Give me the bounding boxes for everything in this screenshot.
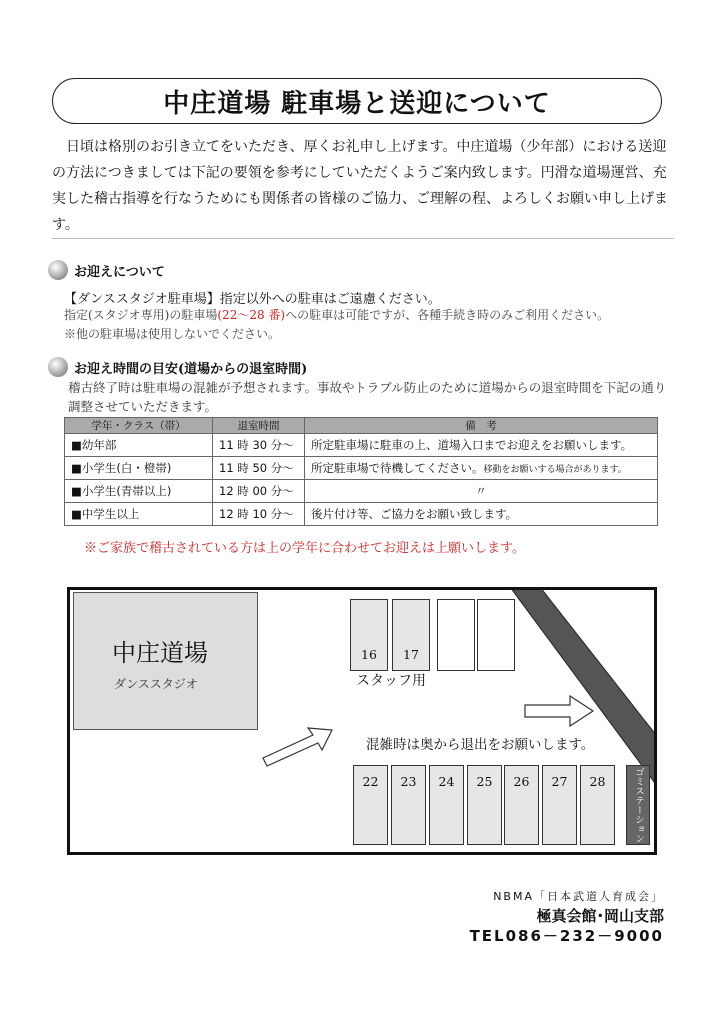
row-note: 〃 xyxy=(305,480,658,503)
org-branch: 極真会館･岡山支部 xyxy=(536,907,664,925)
exit-arrow-icon xyxy=(525,696,593,726)
parking-stall: 27 xyxy=(542,765,577,845)
parking-map xyxy=(67,587,657,855)
congestion-note: 混雑時は奥から退出をお願いします。 xyxy=(366,737,595,753)
row-time: 12 時 10 分～ xyxy=(213,503,305,526)
dojo-subtitle: ダンススタジオ xyxy=(114,677,198,691)
staff-label: スタッフ用 xyxy=(356,673,426,689)
parking-stall: 17 xyxy=(392,599,430,671)
intro-text: 日頃は格別のお引き立てをいただき、厚くお礼申し上げます。中庄道場（少年部）における送迎の方法につきましては下記の要領を参考にしていただくようご案内致します。円滑な道場運営、充実した稽古指導を行なうためにも関係者の皆様のご協力、ご理解の程、よろしくお願い申し上げます。 xyxy=(52,139,668,233)
row-note: 所定駐車場に駐車の上、道場入口までお迎えをお願いします。 xyxy=(305,434,658,457)
divider xyxy=(52,238,674,239)
row-class: ■中学生以上 xyxy=(65,503,213,526)
garbage-station: ゴミステーション xyxy=(626,765,650,845)
header-time: 退室時間 xyxy=(213,418,305,434)
dojo-building xyxy=(73,592,258,730)
row-note: 所定駐車場で待機してください。移動をお願いする場合があります。 xyxy=(305,457,658,480)
table-row xyxy=(65,503,658,526)
diagonal-road xyxy=(510,590,657,790)
section-time-text: 稽古終了時は駐車場の混雑が予想されます。事故やトラブル防止のために道場からの退室時間を下記の通り調整させていただきます。 xyxy=(68,380,667,414)
parking-stall: 22 xyxy=(353,765,388,845)
org-phone: TEL086－232－9000 xyxy=(469,927,664,945)
table-row xyxy=(65,434,658,457)
intro-paragraph xyxy=(52,134,674,238)
bullet-icon xyxy=(48,260,68,280)
parking-numbers: (22～28 番) xyxy=(217,308,286,322)
row-time: 11 時 50 分～ xyxy=(213,457,305,480)
table-header-row xyxy=(65,418,658,434)
parking-note-pre: 指定(スタジオ専用)の駐車場 xyxy=(64,308,218,322)
parking-stall: 28 xyxy=(580,765,615,845)
parking-stall: 23 xyxy=(391,765,426,845)
entry-arrow-icon xyxy=(263,728,332,766)
table-row xyxy=(65,457,658,480)
row-time: 11 時 30 分～ xyxy=(213,434,305,457)
bullet-icon xyxy=(48,357,68,377)
section-pickup-heading xyxy=(48,260,165,280)
row-note: 後片付け等、ご協力をお願い致します。 xyxy=(305,503,658,526)
header-note: 備 考 xyxy=(305,418,658,434)
section-pickup-title: お迎えについて xyxy=(74,264,165,280)
family-footnote: ※ご家族で稽古されている方は上の学年に合わせてお迎えは上願いします。 xyxy=(84,541,525,556)
other-parking-note: ※他の駐車場は使用しないでください。 xyxy=(64,327,281,341)
schedule-table xyxy=(64,417,658,526)
header-class: 学年・クラス（帯） xyxy=(65,418,213,434)
parking-stall: 24 xyxy=(429,765,464,845)
row-time: 12 時 00 分～ xyxy=(213,480,305,503)
parking-stall: 26 xyxy=(504,765,539,845)
row-class: ■小学生(青帯以上) xyxy=(65,480,213,503)
row-note-small: 移動をお願いする場合があります。 xyxy=(483,465,627,475)
parking-allowed-note xyxy=(64,306,609,323)
parking-stall: 25 xyxy=(467,765,502,845)
parking-stall-empty xyxy=(437,599,475,671)
page-title: 中庄道場 駐車場と送迎について xyxy=(163,88,551,119)
parking-stall: 16 xyxy=(350,599,388,671)
row-class: ■小学生(白・橙帯) xyxy=(65,457,213,480)
section-time-title: お迎え時間の目安(道場からの退室時間) xyxy=(74,361,308,377)
org-name: NBMA「日本武道人育成会」 xyxy=(493,890,664,903)
section-time-heading xyxy=(48,357,307,377)
dojo-name: 中庄道場 xyxy=(112,639,208,667)
title-box xyxy=(52,78,662,124)
parking-stall-empty xyxy=(477,599,515,671)
row-class: ■幼年部 xyxy=(65,434,213,457)
parking-rule: 【ダンススタジオ駐車場】指定以外への駐車はご遠慮ください。 xyxy=(64,292,441,307)
parking-note-post: への駐車は可能ですが、各種手続き時のみご利用ください。 xyxy=(285,308,610,322)
table-row xyxy=(65,480,658,503)
